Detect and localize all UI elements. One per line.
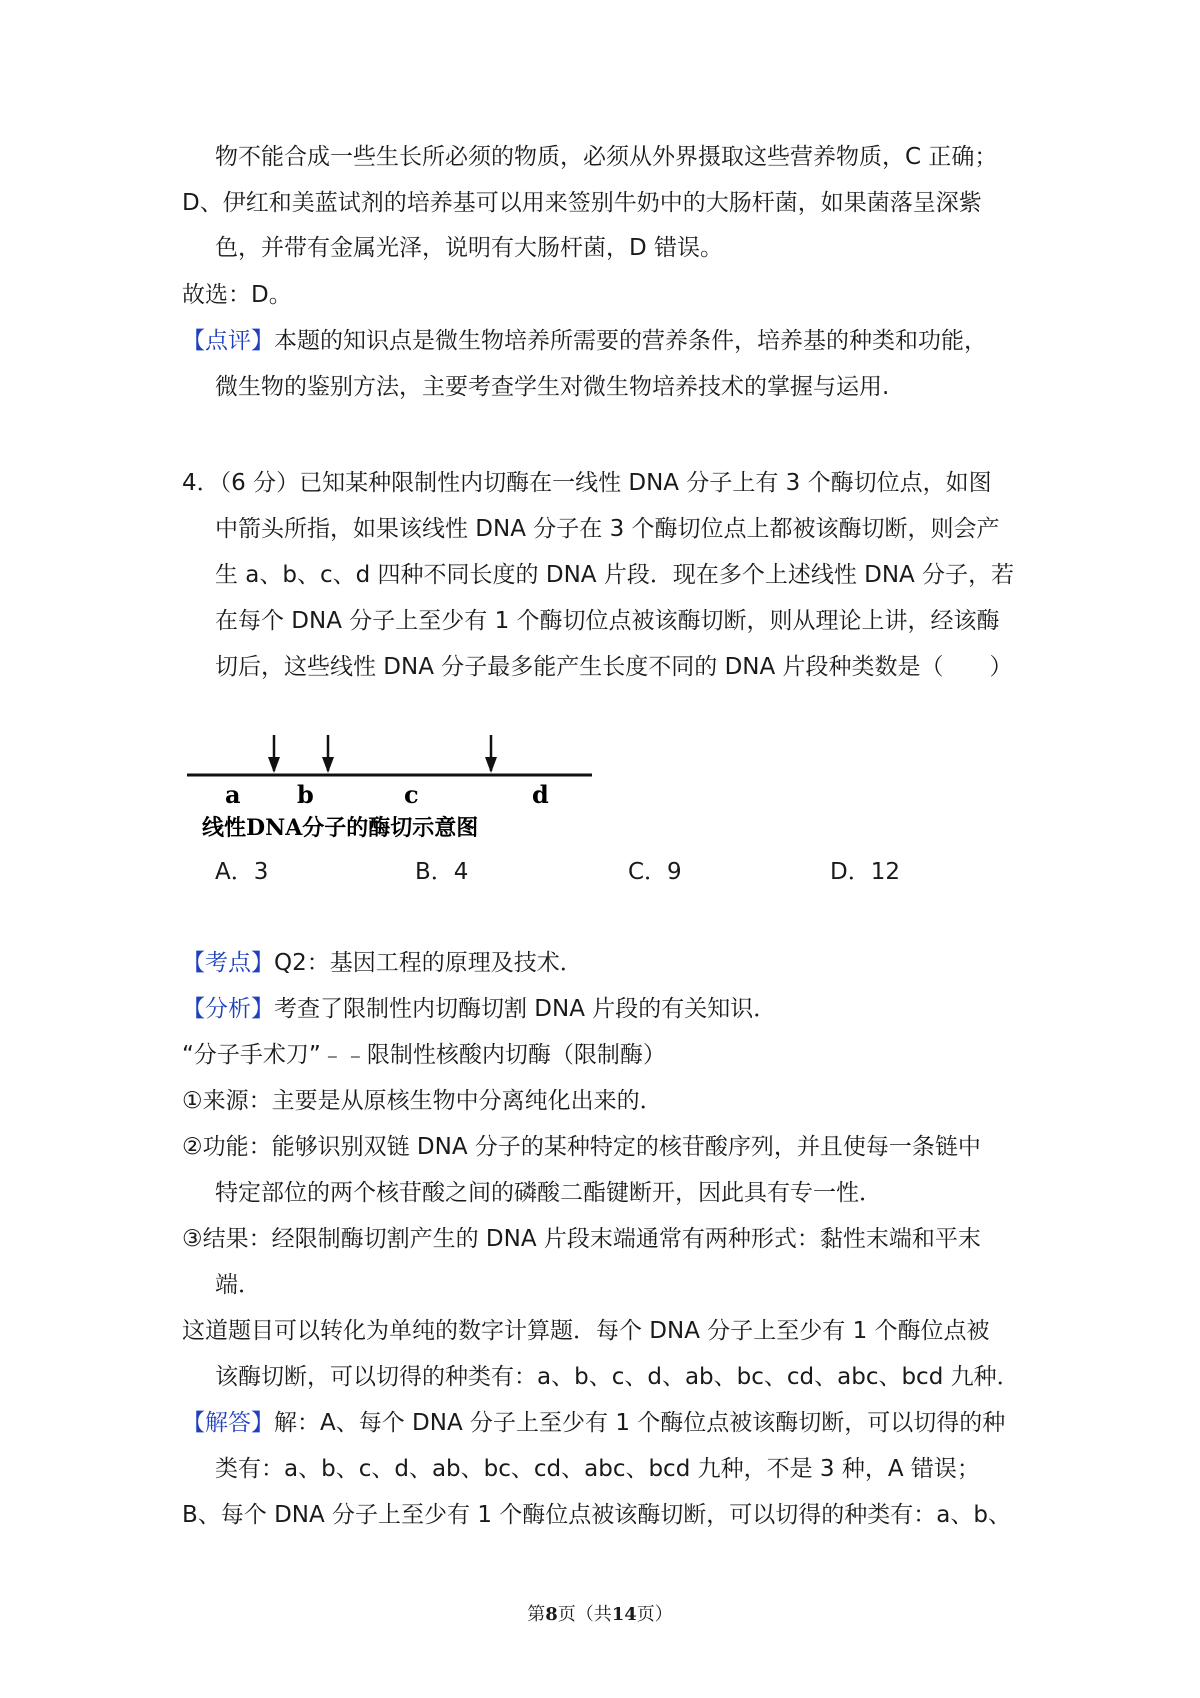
jieda-text: 解：A、每个 DNA 分子上至少有 1 个酶位点被该酶切断，可以切得的种 <box>274 1410 1006 1436</box>
analysis-line: ①来源：主要是从原核生物中分离纯化出来的． <box>182 1088 663 1114</box>
analysis-line: ③结果：经限制酶切割产生的 DNA 片段末端通常有两种形式：黏性末端和平末 <box>182 1226 981 1252</box>
jieda-tag: 【解答】 <box>182 1410 274 1436</box>
comment-line <box>182 326 987 356</box>
analysis-line: 这道题目可以转化为单纯的数字计算题．每个 DNA 分子上至少有 1 个酶位点被 <box>182 1318 990 1344</box>
question-line: 4．（6 分）已知某种限制性内切酶在一线性 DNA 分子上有 3 个酶切位点，如图 <box>182 470 992 496</box>
paragraph-line: 色，并带有金属光泽，说明有大肠杆菌，D 错误。 <box>215 235 724 261</box>
page-footer <box>0 1600 1200 1626</box>
analysis-line: 该酶切断，可以切得的种类有：a、b、c、d、ab、bc、cd、abc、bcd 九种． <box>215 1364 1020 1390</box>
footer-total-pages: 14 <box>611 1604 637 1625</box>
jieda-line: B、每个 DNA 分子上至少有 1 个酶位点被该酶切断，可以切得的种类有：a、b、 <box>182 1502 1011 1528</box>
question-line: 切后，这些线性 DNA 分子最多能产生长度不同的 DNA 片段种类数是（ ） <box>215 654 1013 680</box>
option-d: D．12 <box>830 859 900 885</box>
analysis-line: ②功能：能够识别双链 DNA 分子的某种特定的核苷酸序列，并且使每一条链中 <box>182 1134 981 1160</box>
kaodian-line <box>182 948 583 978</box>
comment-line: 微生物的鉴别方法，主要考查学生对微生物培养技术的掌握与运用. <box>215 374 890 400</box>
cut-arrow <box>268 735 280 773</box>
paragraph-line: D、伊红和美蓝试剂的培养基可以用来签别牛奶中的大肠杆菌，如果菌落呈深紫 <box>182 190 982 216</box>
fenxi-tag: 【分析】 <box>182 996 274 1022</box>
comment-tag: 【点评】 <box>182 328 274 354</box>
paragraph-line: 故选：D。 <box>182 282 292 308</box>
footer-mid: 页（共 <box>557 1604 612 1625</box>
jieda-line <box>182 1408 1005 1438</box>
segment-label-d: d <box>532 780 549 809</box>
fenxi-text: 考查了限制性内切酶切割 DNA 片段的有关知识． <box>274 996 777 1022</box>
question-line: 在每个 DNA 分子上至少有 1 个酶切位点被该酶切断，则从理论上讲，经该酶 <box>215 608 1000 634</box>
diagram-caption: 线性DNA分子的酶切示意图 <box>202 815 479 841</box>
paragraph-line: 物不能合成一些生长所必须的物质，必须从外界摄取这些营养物质，C 正确； <box>215 144 998 170</box>
question-line: 中箭头所指，如果该线性 DNA 分子在 3 个酶切位点上都被该酶切断，则会产 <box>215 516 1000 542</box>
jieda-line: 类有：a、b、c、d、ab、bc、cd、abc、bcd 九种，不是 3 种，A 错误； <box>215 1456 980 1482</box>
fenxi-line <box>182 994 776 1024</box>
analysis-line: “分子手术刀”﹣﹣限制性核酸内切酶（限制酶） <box>182 1042 666 1068</box>
kaodian-text: Q2：基因工程的原理及技术． <box>274 950 583 976</box>
option-a: A．3 <box>215 859 269 885</box>
option-c: C．9 <box>628 859 682 885</box>
comment-text: 本题的知识点是微生物培养所需要的营养条件，培养基的种类和功能， <box>274 328 987 354</box>
analysis-line: 端． <box>215 1272 261 1298</box>
segment-label-c: c <box>404 780 419 809</box>
dna-cut-diagram <box>182 735 602 845</box>
question-line: 生 a、b、c、d 四种不同长度的 DNA 片段．现在多个上述线性 DNA 分子，若 <box>215 562 1015 588</box>
cut-arrow <box>322 735 334 773</box>
footer-page-number: 8 <box>545 1604 558 1625</box>
segment-label-b: b <box>297 780 314 809</box>
footer-suffix: 页） <box>636 1604 673 1625</box>
analysis-line: 特定部位的两个核苷酸之间的磷酸二酯键断开，因此具有专一性． <box>215 1180 882 1206</box>
kaodian-tag: 【考点】 <box>182 950 274 976</box>
option-b: B．4 <box>415 859 469 885</box>
segment-label-a: a <box>225 780 241 809</box>
footer-prefix: 第 <box>527 1604 546 1625</box>
cut-arrow <box>485 735 497 773</box>
